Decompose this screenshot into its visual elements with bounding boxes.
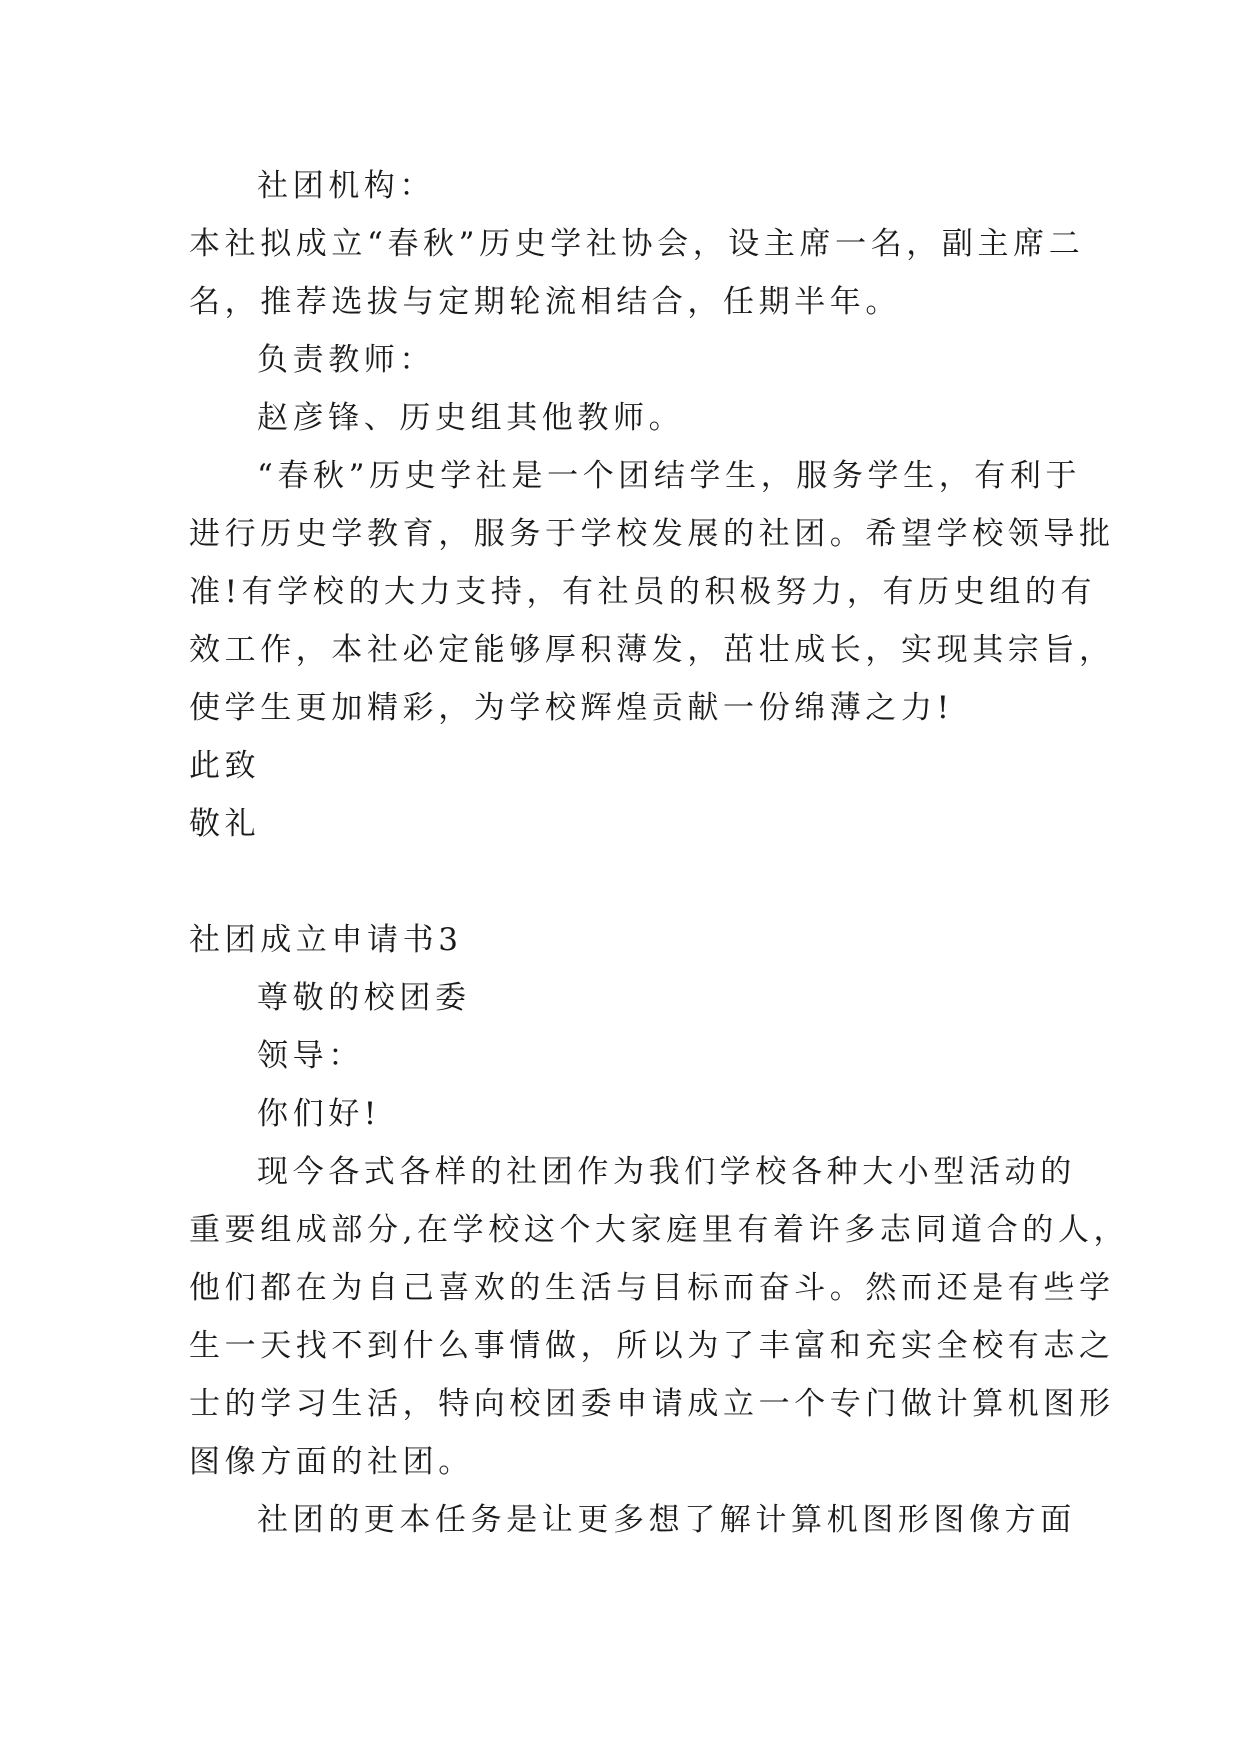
paragraph-line: 进行历史学教育，服务于学校发展的社团。希望学校领导批: [189, 516, 1115, 552]
closing-line: 此致: [189, 748, 261, 784]
paragraph-line: 生一天找不到什么事情做，所以为了丰富和充实全校有志之: [189, 1328, 1115, 1364]
paragraph-line: 使学生更加精彩，为学校辉煌贡献一份绵薄之力!: [189, 690, 954, 726]
section-heading: 社团成立申请书3: [189, 922, 463, 958]
paragraph-line: “春秋”历史学社是一个团结学生，服务学生，有利于: [257, 458, 1082, 494]
paragraph-line: 效工作，本社必定能够厚积薄发，茁壮成长，实现其宗旨，: [189, 632, 1115, 668]
closing-line: 敬礼: [189, 806, 261, 842]
paragraph-line: 社团的更本任务是让更多想了解计算机图形图像方面: [257, 1502, 1076, 1538]
salutation-line: 领导：: [257, 1038, 364, 1074]
paragraph-line: 现今各式各样的社团作为我们学校各种大小型活动的: [257, 1154, 1076, 1190]
paragraph-line: 赵彦锋、历史组其他教师。: [257, 400, 685, 436]
paragraph-line: 负责教师：: [257, 342, 435, 378]
paragraph-line: 本社拟成立“春秋”历史学社协会，设主席一名，副主席二: [189, 226, 1085, 262]
paragraph-line: 图像方面的社团。: [189, 1444, 474, 1480]
salutation-line: 尊敬的校团委: [257, 980, 471, 1016]
greeting-line: 你们好!: [257, 1096, 381, 1132]
paragraph-line: 他们都在为自己喜欢的生活与目标而奋斗。然而还是有些学: [189, 1270, 1115, 1306]
paragraph-line: 名，推荐选拔与定期轮流相结合，任期半年。: [189, 284, 901, 320]
paragraph-line: 社团机构：: [257, 168, 435, 204]
paragraph-line: 重要组成部分,在学校这个大家庭里有着许多志同道合的人，: [189, 1212, 1130, 1248]
paragraph-line: 士的学习生活，特向校团委申请成立一个专门做计算机图形: [189, 1386, 1115, 1422]
paragraph-line: 准!有学校的大力支持，有社员的积极努力，有历史组的有: [189, 574, 1097, 610]
